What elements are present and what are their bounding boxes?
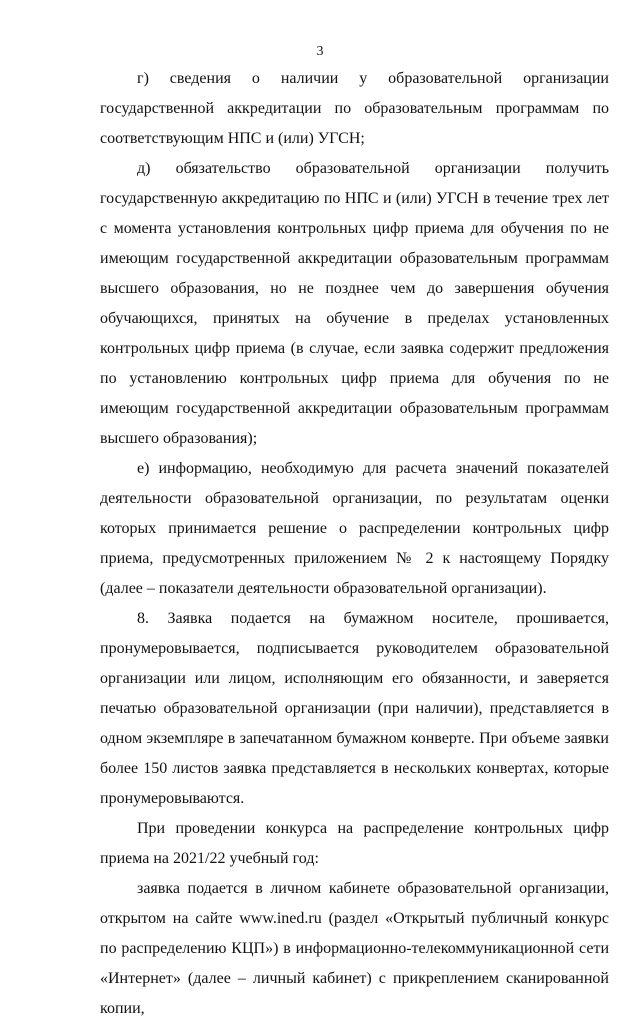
paragraph-8-application-submission: 8. Заявка подается на бумажном носителе, прошивается, пронумеровывается, подписывается руководителем образовательной организации или лицом, исполняющим его обязанности, и заверяется печатью образовательной организации (при наличии), представляется в одном экземпляре в запечатанном бумажном конверте. При объеме заявки более 150 листов заявка представляется в нескольких конвертах, которые пронумеровываются. bbox=[100, 610, 609, 807]
document-body bbox=[100, 64, 609, 1024]
paragraph-competition-2021-22: При проведении конкурса на распределение контрольных цифр приема на 2021/22 учебный год: bbox=[100, 820, 609, 867]
paragraph-g-accreditation-info: г) сведения о наличии у образовательной организации государственной аккредитации по образовательным программам по соответствующим НПС и (или) УГСН; bbox=[100, 70, 609, 147]
paragraph-d-accreditation-obligation: д) обязательство образовательной организации получить государственную аккредитацию по НПС и (или) УГСН в течение трех лет с момента установления контрольных цифр приема для обучения по не имеющим государственной аккредитации образовательным программам высшего образования, но не позднее чем до завершения обучения обучающихся, принятых на обучение в пределах установленных контрольных цифр приема (в случае, если заявка содержит предложения по установлению контрольных цифр приема для обучения по не имеющим государственной аккредитации образовательным программам высшего образования); bbox=[100, 160, 609, 447]
paragraph-personal-account-submission: заявка подается в личном кабинете образовательной организации, открытом на сайте www.ined.ru (раздел «Открытый публичный конкурс по распределению КЦП») в информационно-телекоммуникационной сети «Интернет» (далее – личный кабинет) с прикреплением сканированной копии, bbox=[100, 880, 609, 1017]
paragraph-e-performance-indicators: е) информацию, необходимую для расчета значений показателей деятельности образовательной организации, по результатам оценки которых принимается решение о распределении контрольных цифр приема, предусмотренных приложением № 2 к настоящему Порядку (далее – показатели деятельности образовательной организации). bbox=[100, 460, 609, 597]
page-number: 3 bbox=[316, 44, 324, 59]
